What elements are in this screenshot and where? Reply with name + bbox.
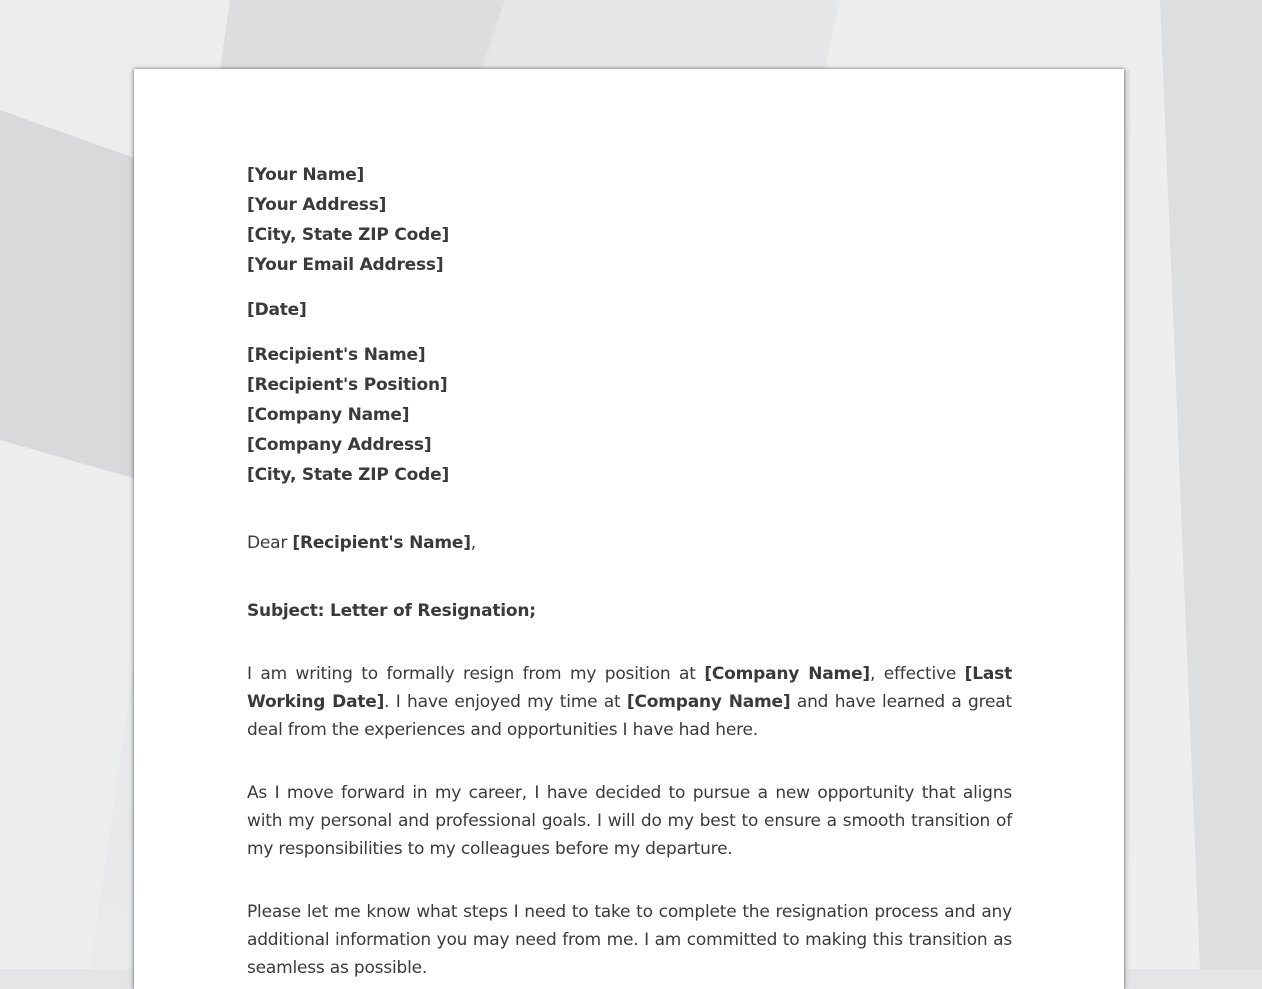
letter-date: [Date]: [247, 300, 307, 320]
paragraph-1-text: I am writing to formally resign from my position at: [247, 664, 705, 684]
recipient-block: [247, 342, 1012, 492]
recipient-city-state-zip: [City, State ZIP Code]: [247, 465, 450, 485]
paragraph-3: Please let me know what steps I need to take to complete the resignation process and any additional information you may need from me. I am committed to making this transition as seamless as possible.: [247, 902, 1012, 978]
salutation-name: [Recipient's Name]: [292, 533, 471, 553]
salutation-prefix: Dear: [247, 533, 293, 553]
paragraph-1-text: , effective: [869, 664, 965, 684]
paragraph-1-company-name: [Company Name]: [626, 692, 791, 712]
recipient-company-name: [Company Name]: [247, 405, 410, 425]
paragraph-1-text: and have learned a great deal from the experiences and opportunities I have had here.: [247, 692, 1012, 740]
salutation: [247, 530, 1012, 556]
recipient-company-address: [Company Address]: [247, 435, 432, 455]
sender-email: [Your Email Address]: [247, 255, 444, 275]
document-page: [134, 69, 1124, 989]
paragraph-2: As I move forward in my career, I have decided to pursue a new opportunity that aligns with my personal and professional goals. I will do my best to ensure a smooth transition of my responsibilities to my colleagues before my departure.: [247, 783, 1012, 859]
salutation-suffix: ,: [470, 533, 476, 553]
paragraph-1-text: . I have enjoyed my time at: [384, 692, 627, 712]
paragraph-1-last-working-date: [Last Working Date]: [247, 664, 1012, 712]
paragraph-1-company-name: [Company Name]: [704, 664, 870, 684]
sender-address: [Your Address]: [247, 195, 387, 215]
recipient-position: [Recipient's Position]: [247, 375, 448, 395]
paragraph-1: [247, 660, 1012, 744]
sender-city-state-zip: [City, State ZIP Code]: [247, 225, 450, 245]
letter-body: [247, 162, 1012, 982]
recipient-name: [Recipient's Name]: [247, 345, 426, 365]
subject-line: Subject: Letter of Resignation;: [247, 601, 536, 621]
sender-block: [247, 162, 1012, 282]
sender-name: [Your Name]: [247, 165, 365, 185]
